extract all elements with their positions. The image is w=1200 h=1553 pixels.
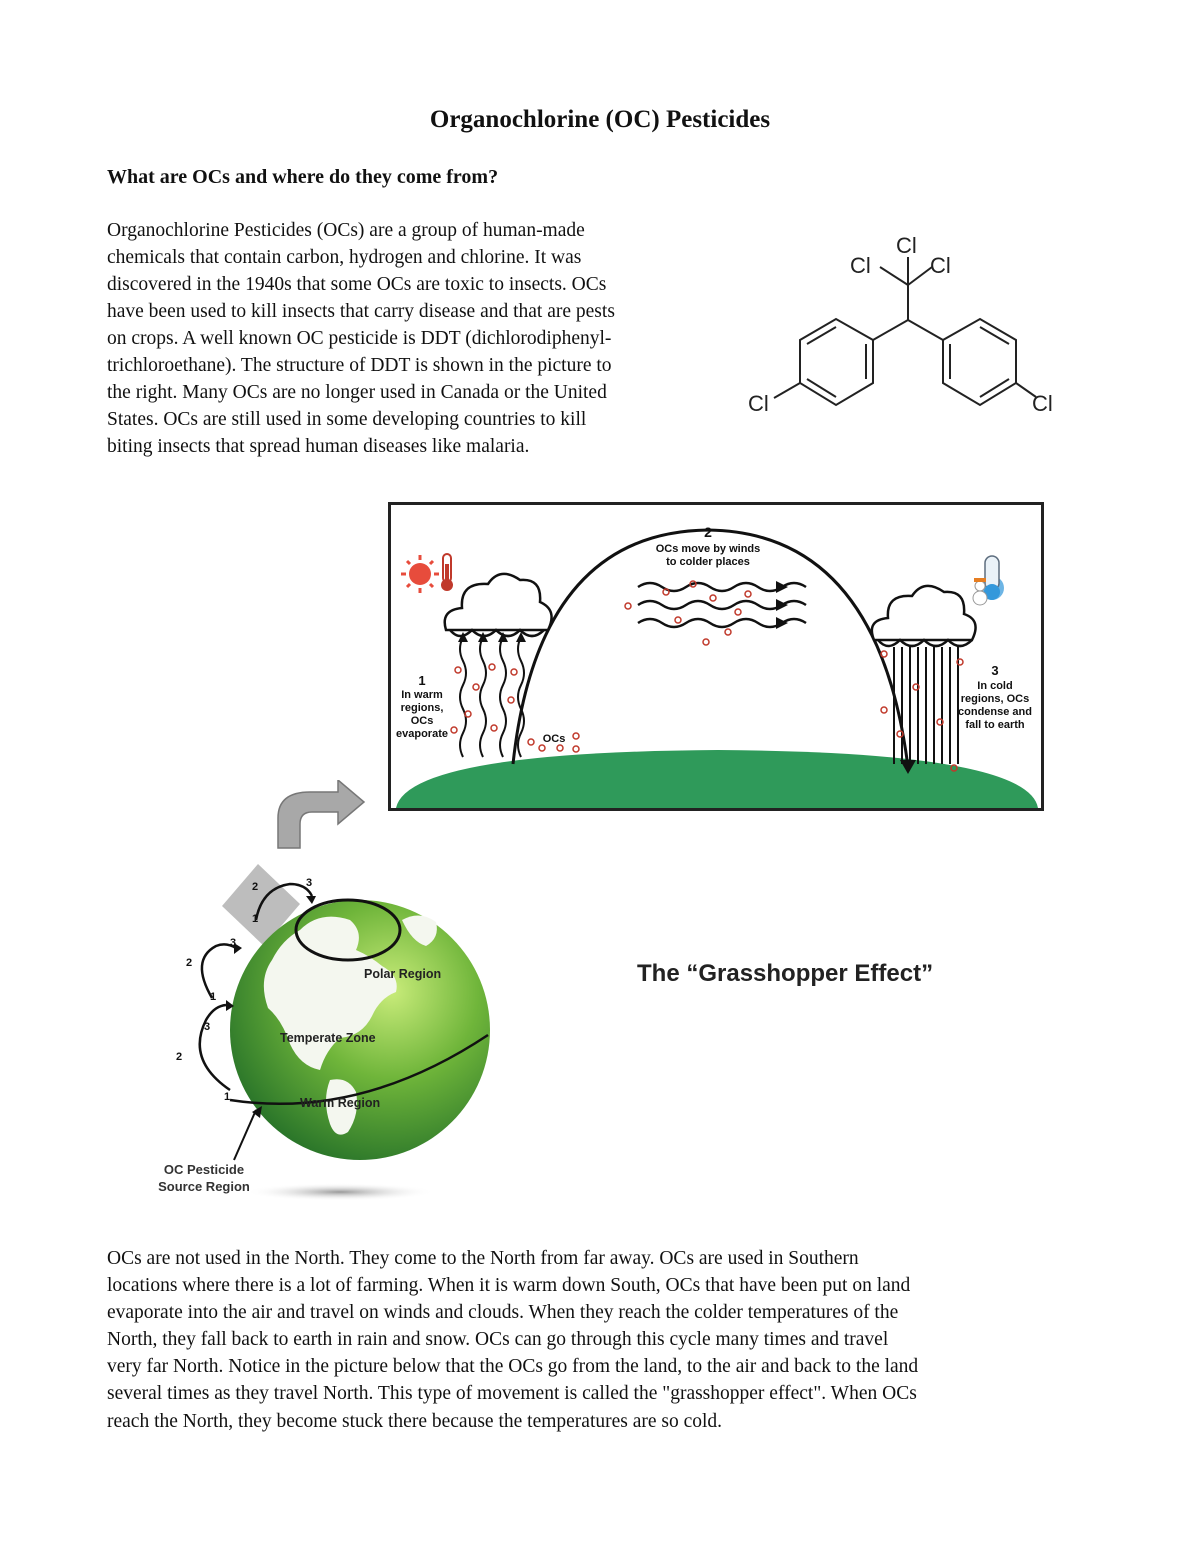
atom-cl-top: Cl (896, 233, 917, 258)
body-line: locations where there is a lot of farming. When it is warm down South, OCs that have been put on land (107, 1275, 911, 1297)
ddt-structure-diagram (740, 225, 1070, 425)
benzene-ring-left (800, 319, 873, 405)
step1-line: evaporate (396, 728, 448, 740)
atom-cl-right: Cl (930, 253, 951, 278)
hop-number: 1 (224, 1091, 231, 1103)
body-line: OCs are not used in the North. They come to the North from far away. OCs are used in Southern (107, 1248, 859, 1269)
hop-number: 2 (186, 957, 193, 969)
step1-line: regions, (400, 702, 444, 714)
bond (908, 320, 943, 340)
globe-diagram (150, 780, 510, 1210)
step3-line: regions, OCs (960, 693, 1030, 705)
intro-line: Organochlorine Pesticides (OCs) are a group of human-made (107, 220, 585, 241)
bond (908, 267, 932, 285)
intro-line: discovered in the 1940s that some OCs are toxic to insects. OCs (107, 274, 607, 295)
body-line: evaporate into the air and travel on winds and clouds. When they reach the colder temperatures of the (107, 1302, 899, 1324)
step2-line: to colder places (666, 556, 750, 568)
section-heading: What are OCs and where do they come from? (107, 166, 499, 188)
intro-line: on crops. A well known OC pesticide is DDT (dichlorodiphenyl- (107, 328, 612, 349)
intro-line: States. OCs are still used in some developing countries to kill (107, 409, 587, 430)
ring-double-bond (980, 327, 1009, 344)
atom-cl-ring-left: Cl (748, 391, 769, 416)
step2-number: 2 (704, 524, 712, 540)
body-line: reach the North, they become stuck there because the temperatures are so cold. (107, 1410, 723, 1432)
intro-line: the right. Many OCs are no longer used in Canada or the United (107, 382, 607, 403)
hop-number: 3 (306, 877, 313, 889)
bond (873, 320, 908, 340)
polar-region-label: Polar Region (364, 967, 442, 981)
temperate-zone-label: Temperate Zone (280, 1031, 376, 1045)
step3-line: condense and (958, 706, 1032, 718)
page-title: Organochlorine (OC) Pesticides (429, 106, 771, 133)
bond (774, 383, 800, 398)
step1-line: OCs (410, 715, 434, 727)
atom-cl-ring-right: Cl (1032, 391, 1053, 416)
hop-number: 1 (210, 991, 217, 1003)
step3-line: fall to earth (965, 719, 1025, 731)
body-line: several times as they travel North. This type of movement is called the "grasshopper effect". When OCs (107, 1383, 917, 1405)
step2-line: OCs move by winds (655, 543, 761, 555)
curved-arrow-icon (278, 780, 364, 848)
intro-paragraph (107, 217, 732, 460)
hop-number: 3 (230, 937, 237, 949)
source-region-label: Source Region (158, 1179, 250, 1194)
hop-number: 1 (252, 913, 259, 925)
intro-line: biting insects that spread human diseases like malaria. (107, 436, 530, 457)
step3-number: 3 (991, 663, 999, 678)
warm-region-label: Warm Region (300, 1096, 381, 1110)
grasshopper-effect-title: The “Grasshopper Effect” (637, 960, 934, 987)
body-line: very far North. Notice in the picture below that the OCs go from the land, to the air and back to the land (107, 1356, 919, 1378)
intro-line: trichloroethane). The structure of DDT is shown in the picture to (107, 355, 612, 376)
hot-thermometer-icon (441, 554, 453, 591)
grasshopper-cycle-diagram (388, 502, 1046, 814)
bond (880, 267, 908, 285)
hop-number: 2 (176, 1051, 183, 1063)
hop-number: 3 (204, 1021, 211, 1033)
step3-line: In cold (977, 680, 1013, 692)
globe-shadow (245, 1183, 435, 1201)
step1-line: In warm (401, 689, 443, 701)
intro-line: have been used to kill insects that carry disease and that are pests (107, 301, 615, 322)
body-line: North, they fall back to earth in rain and snow. OCs can go through this cycle many times and travel (107, 1329, 889, 1351)
source-region-label: OC Pesticide (163, 1162, 245, 1177)
hop-number: 2 (252, 881, 259, 893)
intro-line: chemicals that contain carbon, hydrogen and chlorine. It was (107, 247, 582, 268)
atom-cl-left: Cl (850, 253, 871, 278)
ring-double-bond (807, 327, 836, 344)
source-arrow (234, 1110, 256, 1160)
ring-double-bond (807, 379, 836, 397)
ocs-label: OCs (542, 733, 566, 745)
body-paragraph (107, 1245, 1107, 1435)
step1-number: 1 (418, 673, 426, 688)
benzene-ring-right (943, 319, 1016, 405)
ring-double-bond (980, 379, 1009, 397)
